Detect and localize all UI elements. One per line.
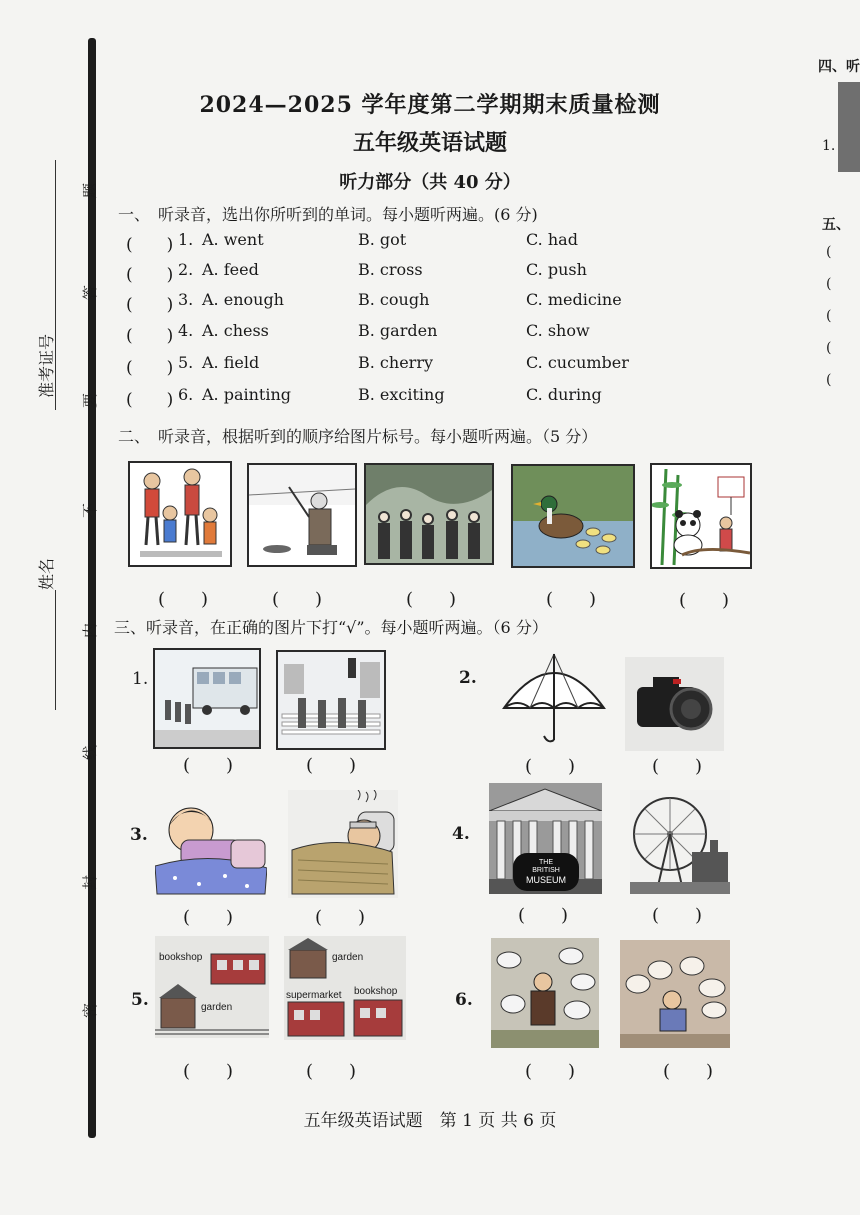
answer-blank[interactable]: ( ) — [126, 265, 174, 285]
picture-boy-with-sheep — [491, 938, 599, 1048]
answer-blank[interactable]: ( ) — [525, 1061, 576, 1082]
answer-blank[interactable]: ( ) — [126, 390, 174, 410]
question-number: 1. — [132, 669, 149, 689]
answer-blank[interactable]: ( ) — [126, 295, 174, 315]
map-label: bookshop — [354, 986, 398, 997]
page-footer: 五年级英语试题 第 1 页 共 6 页 — [303, 1111, 557, 1131]
option-a: A. painting — [202, 385, 292, 404]
list-item — [126, 321, 686, 345]
next-page-heading-fragment: 四、听 — [818, 59, 860, 75]
question-number: 4. — [452, 824, 470, 844]
seal-char: 答 — [81, 284, 100, 301]
seal-char: 内 — [81, 622, 100, 639]
list-item — [126, 230, 686, 254]
option-c: C. during — [526, 385, 602, 404]
seal-char: 要 — [81, 392, 100, 409]
option-a: A. enough — [202, 290, 284, 309]
picture-people-singing — [364, 463, 494, 565]
next-page-paren: ( — [826, 244, 832, 260]
next-page-paren: ( — [826, 308, 832, 324]
section1-heading: 一、 听录音，选出你所听到的单词。每小题听两遍。(6 分) — [118, 205, 538, 224]
answer-blank[interactable]: ( ) — [183, 1061, 234, 1082]
section2-heading: 二、 听录音，根据听到的顺序给图片标号。每小题听两遍。（5 分） — [118, 427, 598, 446]
answer-blank[interactable]: ( ) — [183, 755, 234, 776]
picture-british-museum — [489, 783, 602, 894]
listening-part-title: 听力部分（共 40 分） — [339, 172, 521, 193]
picture-family-exercise — [128, 461, 232, 567]
seal-char: 密 — [81, 1002, 100, 1019]
option-c: C. show — [526, 321, 590, 340]
museum-sign-line: THE — [539, 859, 553, 866]
map-label: bookshop — [159, 952, 203, 963]
option-b: B. got — [358, 230, 407, 249]
answer-blank[interactable]: ( ) — [158, 589, 209, 610]
picture-map-bookshop-garden — [155, 936, 269, 1038]
name-label: 姓名 — [37, 557, 56, 590]
picture-duck-ducklings — [511, 464, 635, 568]
picture-map-garden-supermarket-bookshop — [284, 936, 406, 1040]
option-b: B. cough — [358, 290, 430, 309]
option-b: B. cherry — [358, 353, 433, 372]
item-number: 3. — [178, 290, 194, 309]
seal-char: 题 — [81, 182, 100, 199]
answer-blank[interactable]: ( ) — [652, 756, 703, 777]
map-label: garden — [332, 952, 364, 963]
answer-blank[interactable]: ( ) — [518, 905, 569, 926]
option-b: B. cross — [358, 260, 423, 279]
answer-blank[interactable]: ( ) — [183, 907, 234, 928]
picture-bus-stop — [153, 648, 261, 749]
option-b: B. exciting — [358, 385, 445, 404]
next-page-picture-fragment — [838, 82, 860, 172]
name-underline — [55, 590, 56, 710]
next-page-paren: ( — [826, 340, 832, 356]
next-page-section-fragment: 五、 — [822, 217, 850, 233]
picture-old-man-fishing — [247, 463, 357, 567]
list-item — [126, 385, 686, 409]
seal-char: 不 — [81, 502, 100, 519]
answer-blank[interactable]: ( ) — [546, 589, 597, 610]
picture-boy-fever-in-bed — [288, 790, 398, 898]
item-number: 4. — [178, 321, 194, 340]
exam-no-label: 准考证号 — [37, 333, 56, 398]
seal-char: 封 — [81, 874, 100, 891]
answer-blank[interactable]: ( ) — [663, 1061, 714, 1082]
answer-blank[interactable]: ( ) — [652, 905, 703, 926]
answer-blank[interactable]: ( ) — [126, 235, 174, 255]
binding-line — [88, 38, 96, 1138]
picture-london-eye — [630, 790, 730, 894]
list-item — [126, 290, 686, 314]
next-page-paren: ( — [826, 276, 832, 292]
option-a: A. feed — [202, 260, 259, 279]
option-c: C. cucumber — [526, 353, 629, 372]
answer-blank[interactable]: ( ) — [126, 326, 174, 346]
picture-umbrella — [500, 648, 608, 744]
museum-sign — [513, 859, 579, 885]
map-label: garden — [201, 1002, 233, 1013]
question-number: 3. — [130, 825, 148, 845]
picture-girl-sitting-with-sheep — [620, 940, 730, 1048]
answer-blank[interactable]: ( ) — [406, 589, 457, 610]
answer-blank[interactable]: ( ) — [306, 1061, 357, 1082]
museum-sign-line: MUSEUM — [526, 875, 566, 885]
option-b: B. garden — [358, 321, 438, 340]
answer-blank[interactable]: ( ) — [306, 755, 357, 776]
list-item — [126, 353, 686, 377]
picture-girl-coughing-in-bed — [155, 790, 267, 896]
question-number: 6. — [455, 990, 473, 1010]
item-number: 1. — [178, 230, 194, 249]
option-a: A. went — [202, 230, 264, 249]
exam-subtitle: 五年级英语试题 — [352, 130, 507, 156]
question-number: 2. — [459, 668, 477, 688]
next-page-paren: ( — [826, 372, 832, 388]
option-c: C. push — [526, 260, 587, 279]
option-c: C. had — [526, 230, 578, 249]
answer-blank[interactable]: ( ) — [126, 358, 174, 378]
next-page-item-fragment: 1. — [822, 138, 836, 154]
seal-char: 线 — [81, 744, 100, 761]
question-number: 5. — [131, 990, 149, 1010]
picture-crossing-road — [276, 650, 386, 750]
picture-panda-bamboo — [650, 463, 752, 569]
section3-heading: 三、听录音，在正确的图片下打“√”。每小题听两遍。（6 分） — [114, 618, 548, 637]
item-number: 6. — [178, 385, 194, 404]
list-item — [126, 260, 686, 284]
answer-blank[interactable]: ( ) — [315, 907, 366, 928]
answer-blank[interactable]: ( ) — [272, 589, 323, 610]
item-number: 2. — [178, 260, 194, 279]
museum-sign-line: BRITISH — [532, 867, 560, 874]
picture-camera — [625, 657, 724, 751]
item-number: 5. — [178, 353, 194, 372]
exam-title: 2024—2025 学年度第二学期期末质量检测 — [199, 92, 661, 118]
option-c: C. medicine — [526, 290, 622, 309]
option-a: A. chess — [202, 321, 269, 340]
answer-blank[interactable]: ( ) — [679, 590, 730, 611]
map-label: supermarket — [286, 990, 342, 1001]
option-a: A. field — [202, 353, 260, 372]
answer-blank[interactable]: ( ) — [525, 756, 576, 777]
